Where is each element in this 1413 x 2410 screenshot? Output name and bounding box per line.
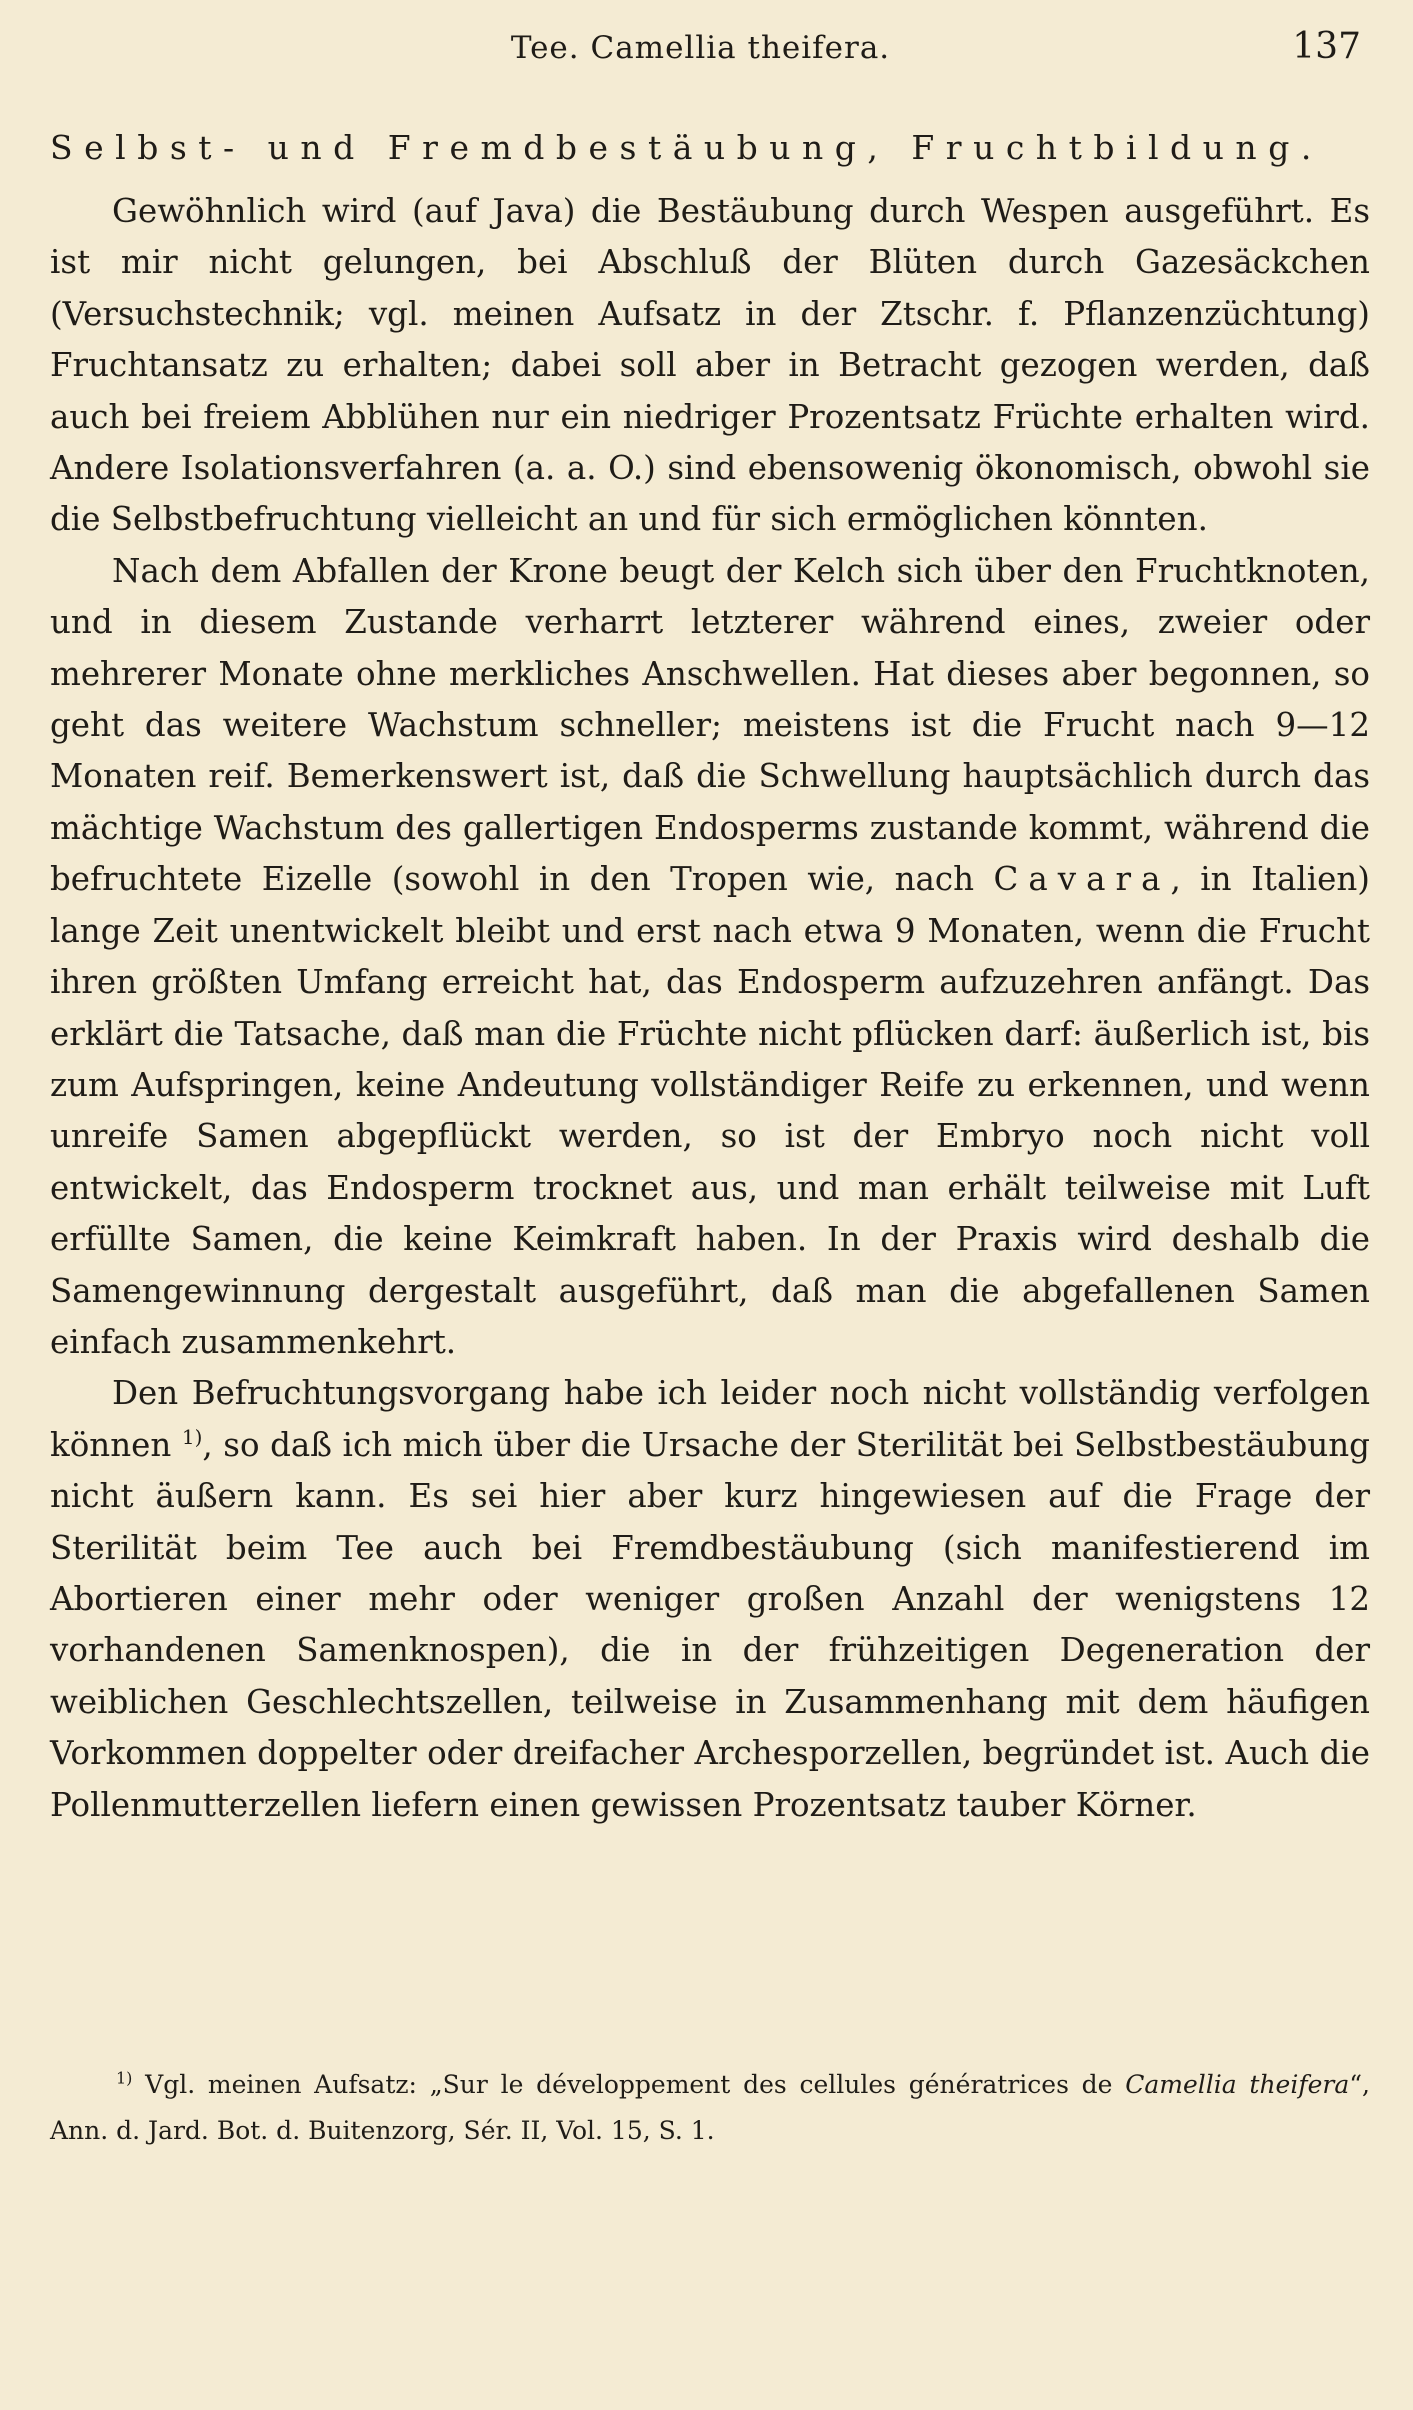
paragraph-text-before: Nach dem Abfallen der Krone beugt der Kelch sich über den Fruchtknoten, und in diesem Zustande verharrt letzterer während eines, zweier oder mehrerer Monate ohne merkliches Anschwellen. Hat dieses aber begonnen, so geht das weitere Wachstum schneller; meistens ist die Frucht nach 9—12 Monaten reif. Bemerkenswert ist, daß die Schwellung hauptsächlich durch das mächtige Wachstum des gallertigen Endosperms zustande kommt, während die befruchtete Eizelle (sowohl in den Tropen wie, nach — [50, 551, 1370, 899]
paragraph-text-before: Den Befruchtungsvorgang habe ich leider noch nicht vollständig verfolgen können — [50, 1374, 1370, 1464]
paragraph-pollination: Gewöhnlich wird (auf Java) die Bestäubung durch Wespen ausgeführt. Es ist mir nicht gelungen, bei Abschluß der Blüten durch Gazesäckchen (Versuchstechnik; vgl. meinen Aufsatz in der Ztschr. f. Pflanzenzüchtung) Fruchtansatz zu erhalten; dabei soll aber in Betracht gezogen werden, daß auch bei freiem Abblühen nur ein niedriger Prozentsatz Früchte erhalten wird. Andere Isolationsverfahren (a. a. O.) sind ebensowenig ökonomisch, obwohl sie die Selbstbefruchtung vielleicht an und für sich ermöglichen könnten. — [50, 192, 1370, 539]
footnote-tail: “, Ann. d. Jard. Bot. d. Buitenzorg, Sér. II, Vol. 15, S. 1. — [50, 2070, 1370, 2145]
paragraph-text-after: , in Italien) lange Zeit unentwickelt bleibt und erst nach etwa 9 Monaten, wenn die Frucht ihren größten Umfang erreicht hat, das Endosperm aufzuzehren anfängt. Das erklärt die Tatsache, daß man die Früchte nicht pflücken darf: äußerlich ist, bis zum Aufspringen, keine Andeutung vollständiger Reife zu erkennen, und wenn unreife Samen abgepflückt werden, so ist der Embryo noch nicht voll entwickelt, das Endosperm trocknet aus, und man erhält teilweise mit Luft erfüllte Samen, die keine Keimkraft haben. In der Praxis wird deshalb die Samengewinnung dergestalt ausgeführt, daß man die abgefallenen Samen einfach zusammenkehrt. — [50, 860, 1370, 1361]
footnote-reference[interactable]: 1) — [181, 1424, 203, 1449]
section-heading: Selbst- und Fremdbestäubung, Fruchtbildung. — [50, 128, 1323, 167]
footnote-italic-title: Camellia theifera — [1125, 2070, 1350, 2099]
paragraph-fruit-development — [50, 546, 1370, 1369]
running-head — [40, 22, 1361, 82]
footnote-lead: Vgl. meinen Aufsatz: „Sur le développement des cellules génératrices de — [132, 2070, 1126, 2099]
page-number: 137 — [1292, 26, 1361, 67]
author-name-cavara: Cavara — [993, 860, 1171, 899]
footnote — [50, 2062, 1370, 2154]
running-title: Tee. Camellia theifera. — [510, 30, 891, 66]
paragraph-fertilization — [50, 1368, 1370, 1831]
footnote-mark: 1) — [116, 2068, 133, 2088]
paragraph-text-after: , so daß ich mich über die Ursache der Sterilität bei Selbstbestäubung nicht äußern kann. Es sei hier aber kurz hingewiesen auf die Frage der Sterilität beim Tee auch bei Fremdbestäubung (sich manifestierend im Abortieren einer mehr oder weniger großen Anzahl der wenigstens 12 vorhandenen Samenknospen), die in der frühzeitigen Degeneration der weiblichen Geschlechtszellen, teilweise in Zusammenhang mit dem häufigen Vorkommen doppelter oder dreifacher Archesporzellen, begründet ist. Auch die Pollenmutterzellen liefern einen gewissen Prozentsatz tauber Körner. — [50, 1425, 1370, 1824]
body-text — [50, 118, 1370, 1831]
